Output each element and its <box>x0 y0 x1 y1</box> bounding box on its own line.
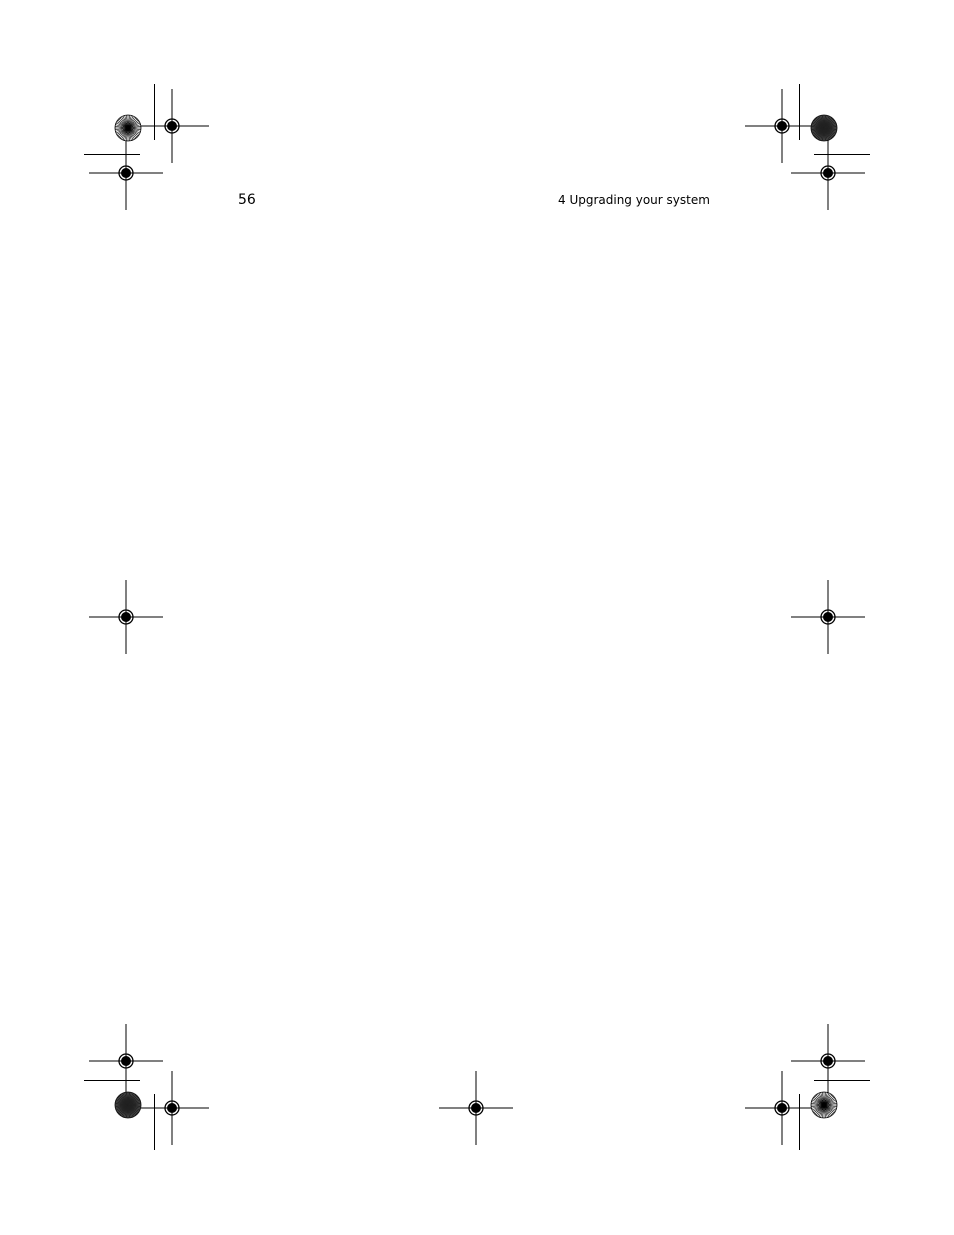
registration-mark <box>791 136 865 210</box>
registration-mark <box>135 89 209 163</box>
crop-marks <box>84 84 870 1150</box>
registration-mark <box>791 580 865 654</box>
running-header: 4 Upgrading your system <box>558 193 710 207</box>
registration-marks <box>89 89 865 1145</box>
registration-mark <box>791 1024 865 1098</box>
dark-color-wheel <box>811 115 837 141</box>
light-color-wheel <box>115 115 141 141</box>
registration-mark <box>89 1024 163 1098</box>
registration-mark <box>745 89 819 163</box>
registration-mark <box>89 136 163 210</box>
registration-mark <box>745 1071 819 1145</box>
registration-mark <box>439 1071 513 1145</box>
light-color-wheel <box>811 1092 837 1118</box>
registration-mark <box>135 1071 209 1145</box>
dark-color-wheel <box>115 1092 141 1118</box>
color-wheels <box>115 115 837 1118</box>
registration-mark <box>89 580 163 654</box>
page-number: 56 <box>238 192 256 208</box>
